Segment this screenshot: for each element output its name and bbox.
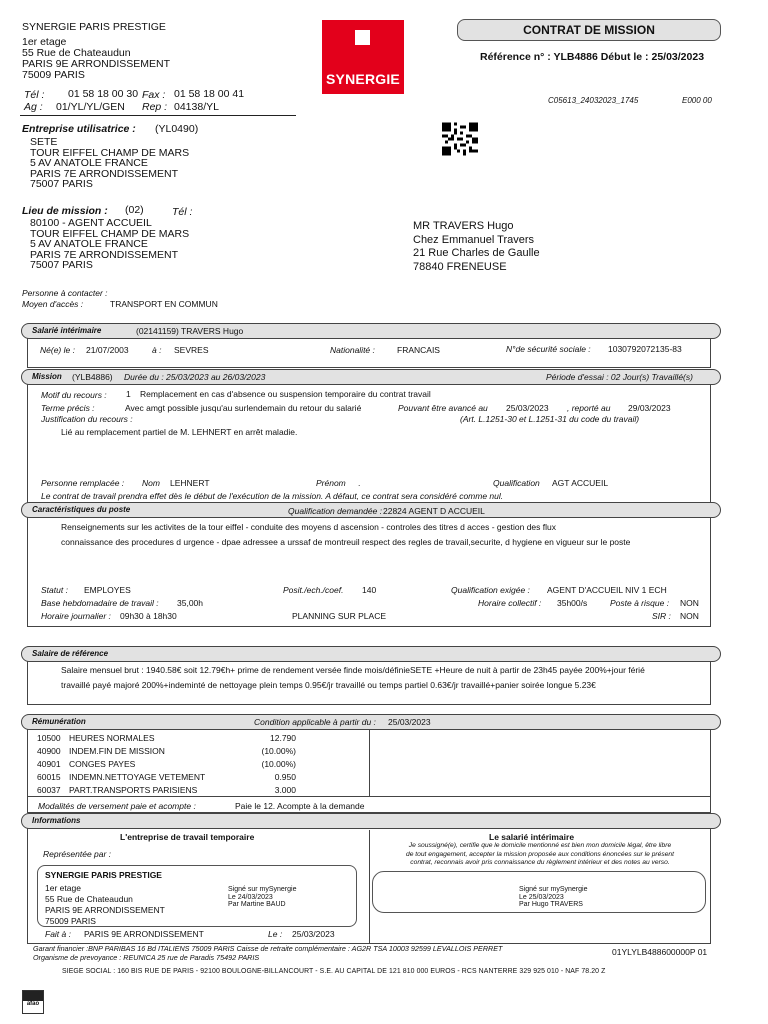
remuneration-row-value: 12.790 xyxy=(270,733,296,743)
condition-date: 25/03/2023 xyxy=(388,717,431,727)
mission-place-line: PARIS 7E ARRONDISSEMENT xyxy=(30,248,179,261)
remuneration-table-bottom xyxy=(27,796,711,797)
reporte-date: 29/03/2023 xyxy=(628,403,671,413)
terme-text: Avec amgt possible jusqu'au surlendemain du retour du salarié xyxy=(125,403,362,413)
afao-logo-icon xyxy=(22,990,44,1014)
client-line: PARIS 7E ARRONDISSEMENT xyxy=(30,167,179,180)
mission-place-line: 75007 PARIS xyxy=(30,259,93,271)
risk-post: NON xyxy=(680,598,699,608)
job-description xyxy=(61,520,630,550)
qualification-requested: 22824 AGENT D ACCUEIL xyxy=(383,506,485,516)
motif-text: Remplacement en cas d'absence ou suspension temporaire du contrat travail xyxy=(140,389,431,399)
replaced-qualification: AGT ACCUEIL xyxy=(552,478,609,488)
agency-rep: 04138/YL xyxy=(174,101,219,113)
poste-bar-label: Caractéristiques du poste xyxy=(32,505,131,514)
articles-reference: (Art. L.1251-30 et L.1251-31 du code du travail) xyxy=(460,414,640,424)
motif-label: Motif du recours : xyxy=(41,390,107,400)
agency-ag-label: Ag : xyxy=(24,101,43,113)
agency-address-line: PARIS 9E ARRONDISSEMENT xyxy=(22,58,171,70)
client-label: Entreprise utilisatrice : xyxy=(22,123,136,135)
remuneration-row-label: INDEMN.NETTOYAGE VETEMENT xyxy=(69,772,206,782)
document-code: 01YLYLB488600000P 01 xyxy=(612,947,708,957)
mission-place-tel-label: Tél : xyxy=(172,206,193,218)
agency-e-signature xyxy=(228,886,296,909)
signature-agency-line: 1er etage xyxy=(45,883,81,893)
signature-agency-line: 55 Rue de Chateaudun xyxy=(45,894,133,904)
remuneration-row-label: CONGES PAYES xyxy=(69,759,136,769)
born-place-label: à : xyxy=(152,345,162,355)
remuneration-row xyxy=(37,772,61,782)
contract-title: CONTRAT DE MISSION xyxy=(523,23,655,37)
justification-text: Lié au remplacement partiel de M. LEHNERT en arrêt maladie. xyxy=(61,427,298,437)
weekly-base: 35,00h xyxy=(177,598,203,608)
planning: PLANNING SUR PLACE xyxy=(292,611,386,621)
remuneration-row-value: (10.00%) xyxy=(261,759,296,769)
done-at: PARIS 9E ARRONDISSEMENT xyxy=(84,929,204,939)
agency-fax-label: Fax : xyxy=(142,89,166,101)
trial-period: Période d'essai : 02 Jour(s) Travaillé(s) xyxy=(546,372,693,382)
avance-date: 25/03/2023 xyxy=(506,403,549,413)
payment-terms: Paie le 12. Acompte à la demande xyxy=(235,801,365,811)
replaced-qualification-label: Qualification xyxy=(493,478,540,488)
done-on: 25/03/2023 xyxy=(292,929,335,939)
contract-code-2: E000 00 xyxy=(682,96,712,105)
client-address xyxy=(30,137,189,190)
agency-name: SYNERGIE PARIS PRESTIGE xyxy=(22,21,166,33)
agency-signature-title: L'entreprise de travail temporaire xyxy=(120,832,255,842)
mission-place-line: 5 AV ANATOLE FRANCE xyxy=(30,238,148,250)
remuneration-row-label: INDEM.FIN DE MISSION xyxy=(69,746,165,756)
remuneration-row xyxy=(37,733,61,743)
social-security-label: N°de sécurité sociale : xyxy=(506,344,591,354)
replaced-lastname-label: Nom xyxy=(142,478,160,488)
client-line: SETE xyxy=(30,136,58,148)
mission-place-line: 80100 - AGENT ACCUEIL xyxy=(30,217,152,229)
employee-declaration-line: Je soussigné(e), certifie que le domicile mentionné est bien mon domicile légal, être libre xyxy=(408,842,672,849)
employee-e-signature-line: Signé sur mySynergie xyxy=(519,886,588,893)
client-code: (YL0490) xyxy=(155,123,199,135)
done-on-label: Le : xyxy=(268,929,283,939)
social-security-number: 1030792072135-83 xyxy=(608,344,682,354)
remuneration-col-divider xyxy=(369,730,370,796)
born-date: 21/07/2003 xyxy=(86,345,129,355)
agency-ag: 01/YL/YL/GEN xyxy=(56,101,125,113)
rem-code: 60015 xyxy=(37,772,61,782)
avance-label: Pouvant être avancé au xyxy=(398,403,488,413)
represented-by-label: Représentée par : xyxy=(43,849,112,859)
mission-place-label: Lieu de mission : xyxy=(22,205,108,217)
weekly-base-label: Base hebdomadaire de travail : xyxy=(41,598,159,608)
collective-hours-label: Horaire collectif : xyxy=(478,598,542,608)
afao-logo-text: afao xyxy=(26,1001,40,1007)
remuneration-row-value: (10.00%) xyxy=(261,746,296,756)
agency-address-line: 75009 PARIS xyxy=(22,69,85,81)
mission-place-line: TOUR EIFFEL CHAMP DE MARS xyxy=(30,227,190,240)
agency-block xyxy=(22,22,170,81)
salarie-bar-label: Salarié intérimaire xyxy=(32,326,102,335)
access-label: Moyen d'accès : xyxy=(22,299,84,309)
qualification-required-label: Qualification exigée : xyxy=(451,585,530,595)
replaced-person-label: Personne remplacée : xyxy=(41,478,125,488)
agency-e-signature-line: Par Martine BAUD xyxy=(228,901,286,908)
recipient-line: 78840 FRENEUSE xyxy=(413,260,507,273)
qualification-required: AGENT D'ACCUEIL NIV 1 ECH xyxy=(547,585,667,595)
born-place: SEVRES xyxy=(174,345,209,355)
payment-terms-label: Modalités de versement paie et acompte : xyxy=(38,801,196,811)
recipient-line: 21 Rue Charles de Gaulle xyxy=(413,247,540,259)
agency-fax: 01 58 18 00 41 xyxy=(174,88,245,100)
contact-person-label: Personne à contacter : xyxy=(22,288,108,298)
qualification-requested-label: Qualification demandée : xyxy=(288,506,383,516)
salary-ref-bar xyxy=(21,646,721,662)
agency-tel-label: Tél : xyxy=(24,89,45,101)
mission-place-address xyxy=(30,218,189,271)
replaced-lastname: LEHNERT xyxy=(170,478,210,488)
salarie-bar xyxy=(21,323,721,339)
done-at-label: Fait à : xyxy=(45,929,71,939)
collective-hours: 35h00/s xyxy=(557,598,588,608)
rem-code: 60037 xyxy=(37,785,61,795)
agency-address-line: 55 Rue de Chateaudun xyxy=(22,47,131,59)
signature-agency-address xyxy=(45,883,165,927)
client-line: 5 AV ANATOLE FRANCE xyxy=(30,157,148,169)
access-value: TRANSPORT EN COMMUN xyxy=(110,299,218,309)
informations-divider xyxy=(369,830,370,944)
agency-e-signature-line: Signé sur mySynergie xyxy=(228,886,297,893)
status-value: EMPLOYES xyxy=(84,585,131,595)
remuneration-bar-label: Rémunération xyxy=(32,717,86,726)
salary-ref-line: Salaire mensuel brut : 1940.58€ soit 12.79€h+ prime de rendement versée finde mois/définieSETE +Heure de nuit à partir de 23h45 payée 200%+jour férié xyxy=(61,665,645,675)
status-label: Statut : xyxy=(41,585,68,595)
remuneration-row-label: PART.TRANSPORTS PARISIENS xyxy=(69,785,198,795)
job-description-line: Renseignements sur les activites de la tour eiffel - conduite des moyens d ascension - controles des titres d acces - gestion des flux xyxy=(61,522,556,532)
recipient-line: Chez Emmanuel Travers xyxy=(413,233,535,246)
employee-declaration-line: de tout engagement, accepter la mission proposée aux conditions énoncées sur le présent xyxy=(405,850,675,858)
motif-number: 1 xyxy=(126,389,131,399)
contract-reference: Référence n° : YLB4886 Début le : 25/03/2023 xyxy=(480,51,705,63)
mission-note: Le contrat de travail prendra effet dès le début de l'exécution de la mission. A défaut, ce contrat sera considéré comme nul. xyxy=(41,491,504,501)
rem-code: 10500 xyxy=(37,733,61,743)
employee-declaration-line: contrat, reconnais avoir pris connaissance du règlement intérieur et des notes au verso. xyxy=(410,859,670,866)
remuneration-row-value: 3.000 xyxy=(274,785,296,795)
remuneration-row xyxy=(37,746,61,756)
agency-address-line: 1er etage xyxy=(22,36,67,48)
born-label: Né(e) le : xyxy=(40,345,75,355)
agency-tel: 01 58 18 00 30 xyxy=(68,88,139,100)
position-value: 140 xyxy=(362,585,377,595)
position-label: Posit./ech./coef. xyxy=(283,585,344,595)
justification-label: Justification du recours : xyxy=(41,414,133,424)
client-line: 75007 PARIS xyxy=(30,178,93,190)
replaced-firstname-label: Prénom xyxy=(316,478,346,488)
head-office: SIEGE SOCIAL : 160 BIS RUE DE PARIS - 92100 BOULOGNE-BILLANCOURT - S.E. AU CAPITAL DE 121 810 000 EUROS - RCS NANTERRE 329 925 010 - NAF 78.20 Z xyxy=(62,968,606,975)
recipient-line: MR TRAVERS Hugo xyxy=(413,220,514,232)
replaced-firstname: . xyxy=(358,478,361,488)
signature-agency-line: PARIS 9E ARRONDISSEMENT xyxy=(45,905,165,915)
employee-e-signature xyxy=(519,886,587,909)
rem-code: 40900 xyxy=(37,746,61,756)
recipient-address xyxy=(413,220,540,274)
salary-ref-bar-label: Salaire de référence xyxy=(32,649,109,658)
salarie-id-name: (02141159) TRAVERS Hugo xyxy=(136,326,244,336)
remuneration-row xyxy=(37,785,61,795)
employee-declaration xyxy=(372,842,708,868)
header-rule xyxy=(20,115,296,116)
daily-hours-label: Horaire journalier : xyxy=(41,611,111,621)
synergie-logo xyxy=(322,20,404,94)
prevoyance: Organisme de prevoyance : REUNICA 25 rue de Paradis 75492 PARIS xyxy=(33,953,260,962)
signature-agency-name: SYNERGIE PARIS PRESTIGE xyxy=(45,870,162,880)
agency-rep-label: Rep : xyxy=(142,101,168,113)
nationality-label: Nationalité : xyxy=(330,345,375,355)
employee-e-signature-line: Par Hugo TRAVERS xyxy=(519,901,583,908)
job-description-line: connaissance des procedures d urgence - dpae adressee a urssaf de montreuil respect des regles de travail,securite, d hygiene en vigueur sur le poste xyxy=(61,537,631,547)
salary-ref-text xyxy=(61,663,645,693)
reporte-label: , reporté au xyxy=(567,403,611,413)
client-line: TOUR EIFFEL CHAMP DE MARS xyxy=(30,146,190,159)
employee-e-signature-line: Le 25/03/2023 xyxy=(519,893,564,901)
financial-guarantor: Garant financier :BNP PARIBAS 16 Bd ITALIENS 75009 PARIS Caisse de retraite complémentaire : AG2R TSA 10003 92599 LEVALLOIS PERRET xyxy=(33,944,503,953)
signature-agency-line: 75009 PARIS xyxy=(45,916,96,926)
sir-label: SIR : xyxy=(652,611,671,621)
contract-code: C05613_24032023_1745 xyxy=(548,96,639,105)
salary-ref-line: travaillé payé majoré 200%+indeminté de nettoyage plein temps 0.95€/jr travaillé ou temps partiel 0.63€/jr travaillé+panier soirée longue 5.23€ xyxy=(61,680,596,690)
informations-bar xyxy=(21,813,721,829)
rem-code: 40901 xyxy=(37,759,61,769)
remuneration-row xyxy=(37,759,61,769)
logo-square-icon xyxy=(355,30,370,45)
mission-duration: Durée du : 25/03/2023 au 26/03/2023 xyxy=(124,372,266,382)
terme-label: Terme précis : xyxy=(41,403,95,413)
condition-label: Condition applicable à partir du : xyxy=(254,717,376,727)
sir-value: NON xyxy=(680,611,699,621)
agency-e-signature-line: Le 24/03/2023 xyxy=(228,893,273,901)
daily-hours: 09h30 à 18h30 xyxy=(120,611,177,621)
remuneration-row-label: HEURES NORMALES xyxy=(69,733,155,743)
mission-code: (YLB4886) xyxy=(72,372,113,382)
logo-text: SYNERGIE xyxy=(326,71,400,87)
nationality: FRANCAIS xyxy=(397,345,440,355)
remuneration-row-value: 0.950 xyxy=(274,772,296,782)
informations-bar-label: Informations xyxy=(32,816,81,825)
employee-signature-title: Le salarié intérimaire xyxy=(489,832,575,842)
qr-code-icon xyxy=(442,122,478,156)
mission-bar-label: Mission xyxy=(32,372,62,381)
mission-place-code: (02) xyxy=(125,204,144,216)
risk-post-label: Poste à risque : xyxy=(610,598,670,608)
